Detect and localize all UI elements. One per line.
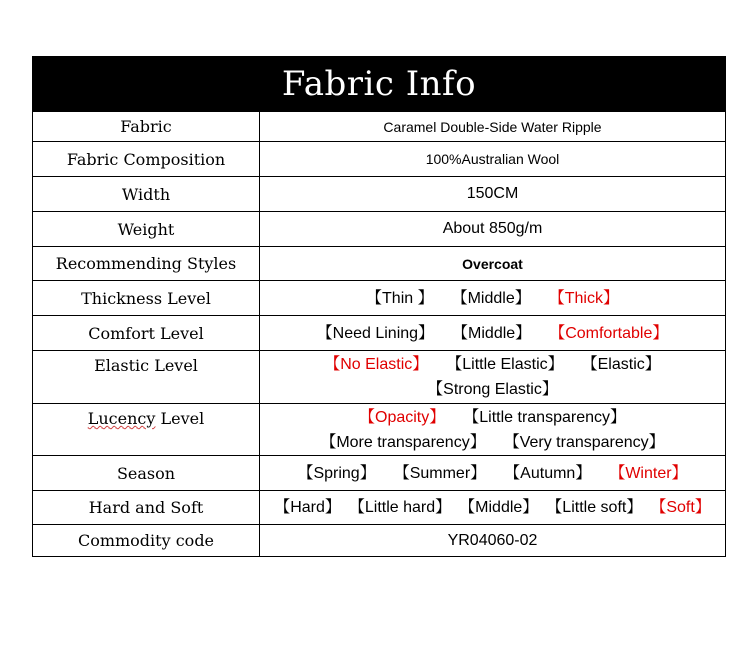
option-autumn: 【Autumn】: [504, 464, 592, 482]
row-hardsoft: [33, 490, 725, 524]
value-width: 150CM: [466, 185, 519, 202]
row-comfort: [33, 315, 725, 350]
option-little-soft: 【Little soft】: [546, 499, 643, 516]
option-winter-selected: 【Winter】: [609, 464, 688, 482]
label-width: Width: [33, 177, 260, 211]
label-season: Season: [33, 456, 260, 490]
options-line: [264, 321, 721, 346]
label-styles: Recommending Styles: [33, 247, 260, 280]
option-middle: 【Middle】: [459, 499, 539, 516]
value-hardsoft: [260, 491, 725, 524]
label-lucency-rest: Level: [155, 409, 205, 428]
options-line: [264, 461, 721, 486]
label-weight: Weight: [33, 212, 260, 246]
option-spring: 【Spring】: [297, 464, 376, 482]
row-weight: [33, 211, 725, 246]
label-composition: Fabric Composition: [33, 142, 260, 176]
label-elastic: Elastic Level: [33, 351, 260, 403]
option-little-hard: 【Little hard】: [348, 499, 452, 516]
option-little-elastic: 【Little Elastic】: [446, 356, 564, 373]
label-thickness: Thickness Level: [33, 281, 260, 315]
options-line: [264, 405, 721, 430]
row-code: [33, 524, 725, 556]
row-fabric: [33, 111, 725, 141]
value-thickness: [260, 281, 725, 315]
value-season: [260, 456, 725, 490]
label-fabric: Fabric: [33, 112, 260, 141]
option-thin: 【Thin 】: [366, 289, 434, 307]
value-lucency: [260, 404, 725, 455]
option-soft-selected: 【Soft】: [650, 499, 711, 516]
option-very-transparency: 【Very transparency】: [503, 433, 665, 451]
value-composition: 100%Australian Wool: [425, 151, 560, 167]
option-opacity-selected: 【Opacity】: [359, 408, 446, 426]
row-width: [33, 176, 725, 211]
option-no-elastic-selected: 【No Elastic】: [324, 356, 429, 373]
option-little-transparency: 【Little transparency】: [463, 408, 626, 426]
row-lucency: [33, 403, 725, 455]
option-summer: 【Summer】: [393, 464, 487, 482]
row-elastic: [33, 350, 725, 403]
options-line: [264, 495, 721, 520]
row-styles: [33, 246, 725, 280]
option-middle: 【Middle】: [451, 289, 531, 307]
options-line: [264, 430, 721, 455]
value-styles: Overcoat: [462, 255, 523, 272]
label-lucency: [33, 404, 260, 455]
label-code: Commodity code: [33, 525, 260, 556]
value-code: YR04060-02: [447, 531, 538, 549]
options-line: [264, 377, 721, 402]
option-strong-elastic: 【Strong Elastic】: [427, 381, 558, 398]
option-thick-selected: 【Thick】: [548, 289, 619, 307]
option-middle: 【Middle】: [452, 324, 532, 342]
row-season: [33, 455, 725, 490]
value-weight: About 850g/m: [442, 220, 543, 237]
options-line: [264, 286, 721, 311]
row-composition: [33, 141, 725, 176]
option-elastic: 【Elastic】: [581, 356, 661, 373]
label-comfort: Comfort Level: [33, 316, 260, 350]
fabric-info-table: [32, 56, 726, 557]
row-thickness: [33, 280, 725, 315]
option-hard: 【Hard】: [274, 499, 341, 516]
label-hardsoft: Hard and Soft: [33, 491, 260, 524]
option-comfortable-selected: 【Comfortable】: [549, 324, 669, 342]
option-need-lining: 【Need Lining】: [316, 324, 435, 342]
label-lucency-word: Lucency: [87, 409, 156, 428]
table-title: Fabric Info: [33, 57, 725, 111]
value-comfort: [260, 316, 725, 350]
options-line: [264, 352, 721, 377]
value-fabric: Caramel Double-Side Water Ripple: [383, 118, 602, 135]
option-more-transparency: 【More transparency】: [320, 433, 486, 451]
value-elastic: [260, 351, 725, 403]
